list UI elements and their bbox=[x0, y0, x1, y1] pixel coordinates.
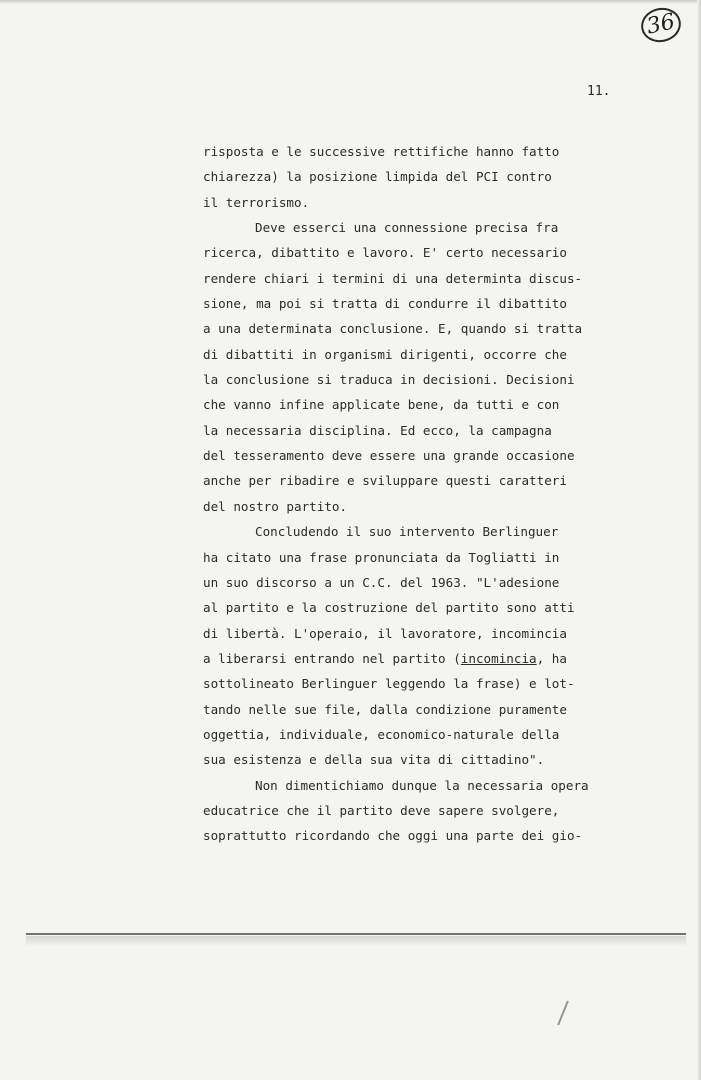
text-segment: a liberarsi entrando nel partito ( bbox=[203, 650, 461, 666]
text-line: Non dimentichiamo dunque la necessaria opera bbox=[255, 777, 589, 793]
text-line: oggettia, individuale, economico-naturale della bbox=[203, 726, 560, 742]
body-text bbox=[203, 139, 623, 849]
text-line: sua esistenza e della sua vita di cittadino". bbox=[203, 752, 545, 768]
text-line: la conclusione si traduca in decisioni. Decisioni bbox=[203, 372, 575, 388]
page-fold-shadow bbox=[26, 936, 686, 946]
text-line: del tesseramento deve essere una grande occasione bbox=[203, 448, 575, 464]
text-line: a una determinata conclusione. E, quando si tratta bbox=[203, 321, 583, 337]
text-line: rendere chiari i termini di una determinta discus- bbox=[203, 270, 583, 286]
text-line: al partito e la costruzione del partito sono atti bbox=[203, 600, 575, 616]
text-line: un suo discorso a un C.C. del 1963. "L'adesione bbox=[203, 574, 560, 590]
text-line: ricerca, dibattito e lavoro. E' certo necessario bbox=[203, 245, 567, 261]
handwritten-archive-number: 36 bbox=[638, 4, 684, 46]
page-right-edge bbox=[697, 0, 701, 1080]
text-line-with-underline bbox=[203, 646, 623, 671]
text-line: Deve esserci una connessione precisa fra bbox=[255, 220, 559, 236]
page-fold-line bbox=[26, 933, 686, 935]
text-line: anche per ribadire e sviluppare questi caratteri bbox=[203, 473, 567, 489]
text-segment: , ha bbox=[536, 650, 567, 666]
text-line: educatrice che il partito deve sapere svolgere, bbox=[203, 802, 560, 818]
text-line: del nostro partito. bbox=[203, 498, 348, 514]
text-line: Concludendo il suo intervento Berlinguer bbox=[255, 524, 559, 540]
text-line: sottolineato Berlinguer leggendo la frase) e lot- bbox=[203, 676, 575, 692]
text-line: di libertà. L'operaio, il lavoratore, incomincia bbox=[203, 625, 567, 641]
page-number: 11. bbox=[587, 84, 611, 99]
text-line: la necessaria disciplina. Ed ecco, la campagna bbox=[203, 422, 552, 438]
text-line: chiarezza) la posizione limpida del PCI contro bbox=[203, 169, 552, 185]
text-line: che vanno infine applicate bene, da tutti e con bbox=[203, 397, 560, 413]
text-line: soprattutto ricordando che oggi una parte dei gio- bbox=[203, 828, 583, 844]
text-line: il terrorismo. bbox=[203, 194, 310, 210]
text-line: tando nelle sue file, dalla condizione puramente bbox=[203, 701, 567, 717]
text-line: sione, ma poi si tratta di condurre il dibattito bbox=[203, 296, 567, 312]
text-line: ha citato una frase pronunciata da Togliatti in bbox=[203, 549, 560, 565]
page-top-edge bbox=[0, 0, 701, 4]
pencil-mark bbox=[557, 1001, 569, 1026]
underlined-word: incomincia bbox=[460, 650, 537, 666]
text-line: risposta e le successive rettifiche hanno fatto bbox=[203, 144, 560, 159]
text-line: di dibattiti in organismi dirigenti, occorre che bbox=[203, 346, 567, 362]
